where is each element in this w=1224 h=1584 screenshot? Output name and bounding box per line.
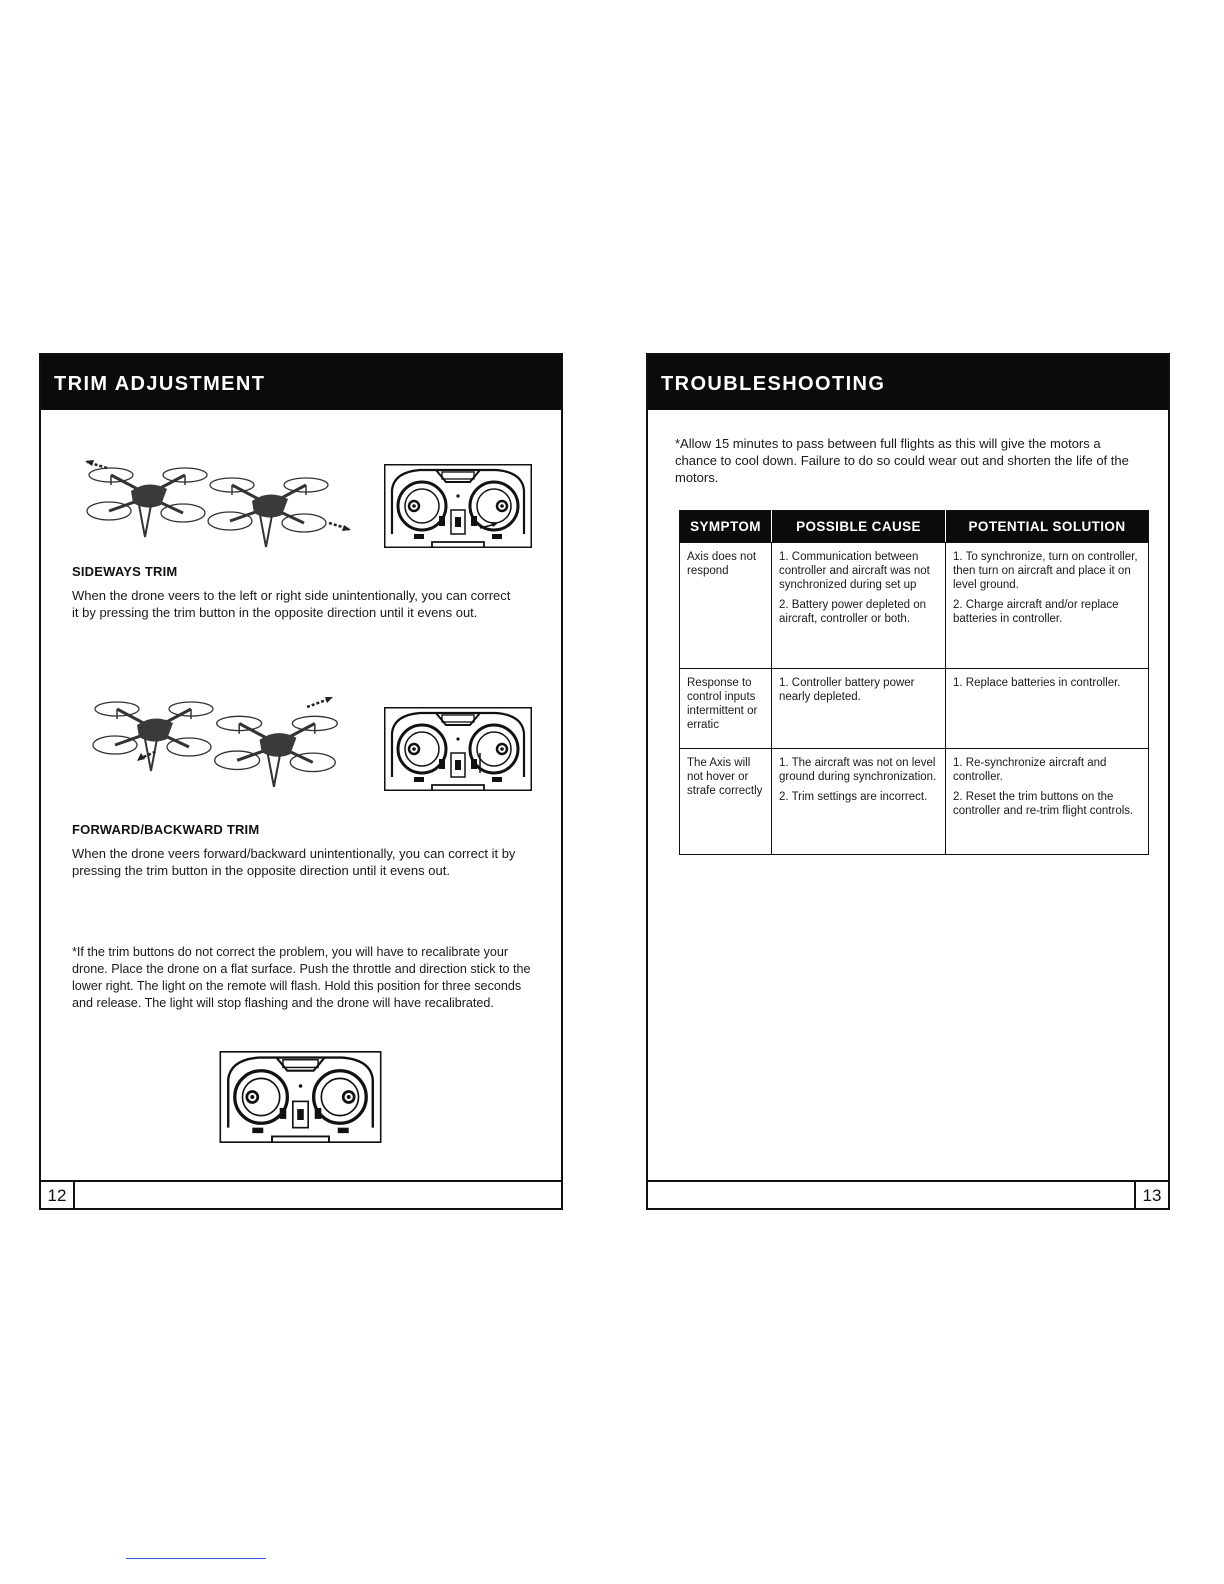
symptom-cell: Response to control inputs intermittent or erratic	[680, 669, 772, 749]
cooldown-note: *Allow 15 minutes to pass between full flights as this will give the motors a chance to cool down. Failure to do so could wear out and shorten the life of the motors.	[675, 436, 1129, 485]
page-header-troubleshooting: TROUBLESHOOTING	[648, 355, 1168, 410]
symptom-cell: The Axis will not hover or strafe correctly	[680, 749, 772, 855]
page-trim-adjustment	[39, 353, 563, 1210]
recalibrate-controller-diagram	[219, 1051, 382, 1143]
table-row	[680, 749, 1149, 855]
column-header: POSSIBLE CAUSE	[772, 511, 946, 543]
page-number: 13	[1134, 1180, 1168, 1210]
forward-trim-controller-diagram	[384, 707, 532, 791]
column-header: SYMPTOM	[680, 511, 772, 543]
page-header-trim-adjustment: TRIM ADJUSTMENT	[41, 355, 561, 410]
troubleshooting-table	[679, 510, 1149, 855]
page-number: 12	[41, 1180, 75, 1210]
symptom-cell: Axis does not respond	[680, 543, 772, 669]
sideways-trim-controller-diagram	[384, 464, 532, 548]
table-header-row	[680, 511, 1149, 543]
table-row	[680, 543, 1149, 669]
cause-cell: 1. The aircraft was not on level ground during synchronization. 2. Trim settings are incorrect.	[772, 749, 946, 855]
column-header: POTENTIAL SOLUTION	[946, 511, 1149, 543]
sideways-trim-title: SIDEWAYS TRIM	[72, 564, 178, 579]
cause-cell: 1. Communication between controller and aircraft was not synchronized during set up 2. Battery power depleted on aircraft, controller or both.	[772, 543, 946, 669]
footer-rule	[648, 1180, 1168, 1182]
link-underline	[126, 1558, 266, 1559]
solution-cell: 1. To synchronize, turn on controller, then turn on aircraft and place it on level ground. 2. Charge aircraft and/or replace batteries in controller.	[946, 543, 1149, 669]
footer-rule	[41, 1180, 561, 1182]
recalibrate-note: *If the trim buttons do not correct the problem, you will have to recalibrate your drone. Place the drone on a flat surface. Push the throttle and direction stick to the lower right. The light on the remote will flash. Hold this position for three seconds and release. The light will stop flashing and the drone will have recalibrated.	[72, 945, 531, 1010]
forward-trim-text: When the drone veers forward/backward unintentionally, you can correct it by pressing the trim button in the opposite direction until it evens out.	[72, 846, 516, 878]
solution-cell: 1. Re-synchronize aircraft and controller. 2. Reset the trim buttons on the controller and re-trim flight controls.	[946, 749, 1149, 855]
cause-cell: 1. Controller battery power nearly depleted.	[772, 669, 946, 749]
forward-trim-title: FORWARD/BACKWARD TRIM	[72, 822, 260, 837]
solution-cell: 1. Replace batteries in controller.	[946, 669, 1149, 749]
page-troubleshooting	[646, 353, 1170, 1210]
table-row	[680, 669, 1149, 749]
sideways-trim-text: When the drone veers to the left or right side unintentionally, you can correct it by pressing the trim button in the opposite direction until it evens out.	[72, 588, 511, 620]
forward-trim-drones-illustration	[81, 685, 371, 795]
sideways-trim-drones-illustration	[81, 445, 361, 553]
